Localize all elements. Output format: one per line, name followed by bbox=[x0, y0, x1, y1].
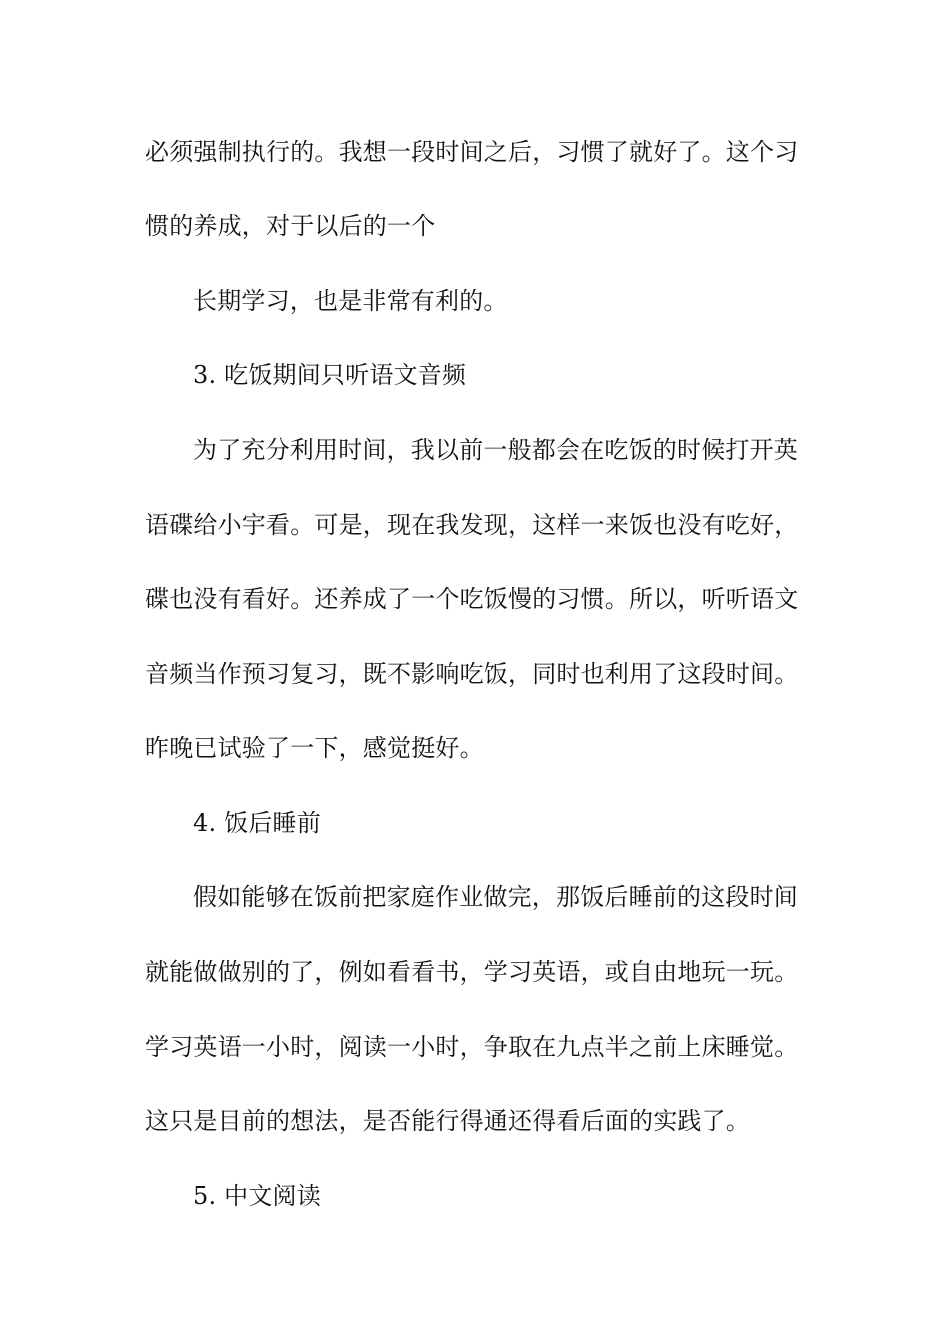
text-line: 就能做做别的了，例如看看书，学习英语，或自由地玩一玩。 bbox=[145, 958, 799, 986]
text-line: 惯的养成，对于以后的一个 bbox=[145, 212, 436, 240]
text-line: 长期学习，也是非常有利的。 bbox=[193, 287, 508, 315]
text-line: 假如能够在饭前把家庭作业做完，那饭后睡前的这段时间 bbox=[193, 883, 798, 911]
section-heading: 4. 饭后睡前 bbox=[193, 809, 321, 837]
text-line: 音频当作预习复习，既不影响吃饭，同时也利用了这段时间。 bbox=[145, 660, 799, 688]
section-heading: 3. 吃饭期间只听语文音频 bbox=[193, 361, 467, 389]
text-line: 为了充分利用时间，我以前一般都会在吃饭的时候打开英 bbox=[193, 436, 798, 464]
text-line: 这只是目前的想法，是否能行得通还得看后面的实践了。 bbox=[145, 1107, 750, 1135]
text-line: 昨晚已试验了一下，感觉挺好。 bbox=[145, 734, 484, 762]
text-line: 语碟给小宇看。可是，现在我发现，这样一来饭也没有吃好， bbox=[145, 511, 799, 539]
section-heading: 5. 中文阅读 bbox=[193, 1182, 321, 1210]
text-line: 学习英语一小时，阅读一小时，争取在九点半之前上床睡觉。 bbox=[145, 1033, 799, 1061]
text-line: 碟也没有看好。还养成了一个吃饭慢的习惯。所以，听听语文 bbox=[145, 585, 799, 613]
text-line: 必须强制执行的。我想一段时间之后，习惯了就好了。这个习 bbox=[145, 138, 799, 166]
